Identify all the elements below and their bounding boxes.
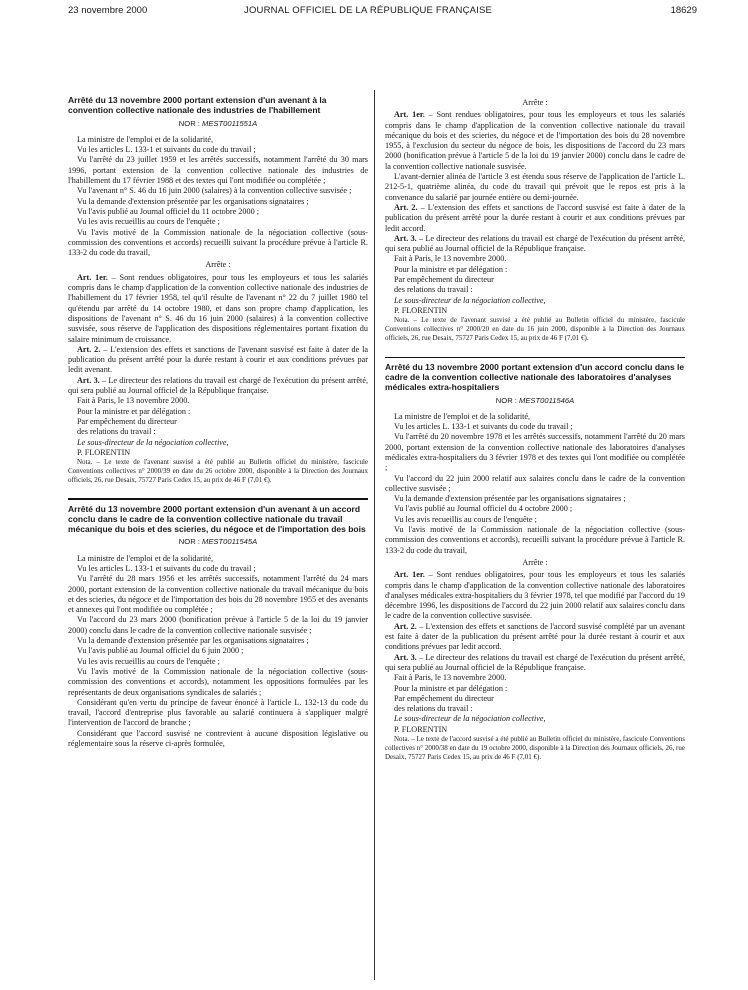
article-label: Art. 3. [77,375,100,385]
paragraph: Considérant qu'en vertu du principe de faveur énoncé à l'article L. 132-13 du code du travail, l'accord d'entreprise plus favorable au salarié continuera à s'appliquer malgré l'intervention de l'accord de branche ; [68,697,368,728]
article-label: Art. 1er. [77,272,108,282]
article1-nor [68,119,368,129]
article2-title: Arrêté du 13 novembre 2000 portant extension d'un avenant à un accord conclu dans le cadre de la convention collective nationale du travail mécanique du bois et des scieries, du négoce et de l'importation des bois [68,503,366,534]
right-column [385,96,685,761]
signature-block [385,684,685,735]
arrete-heading: Arrête : [205,260,231,270]
article-text: – Sont rendues obligatoires, pour tous les employeurs et tous les salariés compris dans le champ d'application de la convention collective nationale du travail mécanique du bois et des scieries, du négoce et de l'importation des bois du 28 novembre 1955, à l'exclusion du secteur du négoce de bois, les dispositions de l'accord du 23 mars 2000 (bonification prévue à l'article 5 de la loi du 19 janvier 2000) conclu dans le cadre de la convention collective nationale susvisée. [385,110,685,171]
header-page-number: 18629 [670,5,697,16]
paragraph: Vu l'avis publié au Journal officiel du 4 octobre 2000 ; [394,504,573,514]
signature-role: Le sous-directeur de la négociation collective, [394,714,546,724]
nor-code: MEST0011545A [202,537,258,547]
nota-note: Nota. – Le texte de l'avenant susvisé a été publié au Bulletin officiel du ministère, fascicule Conventions collectives n° 2000/20 en date du 16 juin 2000, disponible à la Direction des Journaux officiels, 26, rue Desaix, 75727 Paris Cedex 15, au prix de 46 F (7,01 €). [385,316,685,342]
signature-role: Le sous-directeur de la négociation collective, [394,295,546,305]
nota-note: Nota. – Le texte de l'avenant susvisé a été publié au Bulletin officiel du ministère, fascicule Conventions collectives n° 2000/39 en date du 26 octobre 2000, disponible à la Direction des Journaux officiels, 26, rue Desaix, 75727 Paris Cedex 15, au prix de 46 F (7,01 €). [68,458,368,484]
signature-line: Par empêchement du directeur [394,275,494,285]
section-rule [385,357,685,359]
signature-title [68,438,368,448]
article-text: – Le directeur des relations du travail est chargé de l'exécution du présent arrêté, qui sera publié au Journal officiel de la République française. [385,652,685,672]
signature-name: P. FLORENTIN [394,724,448,734]
nor-label: NOR : [495,395,517,405]
article-text: – Sont rendues obligatoires, pour tous les employeurs et tous les salariés compris dans le champ d'application de la convention collective nationale des industries de l'habillement du 17 février 1958, tel qu'il résulte de l'avenant n° 22 du 7 juillet 1980 tel qu'étendu par arrêté du 14 octobre 1980, et dans son propre champ d'application, les dispositions de l'avenant n° S. 46 du 16 juin 2000 (salaires) à la convention collective susvisée, sous réserve de l'application des dispositions réglementaires portant fixation du salaire minimum de croissance. [68,272,368,344]
article-1 [68,273,368,345]
article-label: Art. 3. [394,233,417,243]
paragraph: Vu l'arrêté du 28 mars 1956 et les arrêtés successifs, notamment l'arrêté du 24 mars 2000, portant extension de la convention collective nationale du travail mécanique du bois et des scieries, du négoce et de l'importation des bois du 28 novembre 1955 et des avenants et annexes qui l'ont modifiée ou complétée ; [68,574,368,615]
page-header [0,0,748,20]
nota-note: Nota. – Le texte de l'accord susvisé a été publié au Bulletin officiel du ministère, fascicule Conventions collectives n° 2000/38 en date du 19 octobre 2000, disponible à la Direction des Journaux officiels, 26, rue Desaix, 75727 Paris Cedex 15, au prix de 46 F (7,01 €). [385,735,685,761]
paragraph: Vu l'avis motivé de la Commission nationale de la négociation collective (sous-commission des conventions et accords) recueilli suivant la procédure prévue à l'article R. 133-2 du code du travail, [68,227,368,258]
article-label: Art. 1er. [394,110,425,120]
signature-title [385,296,685,306]
article-label: Art. 2. [394,202,418,212]
paragraph: Vu les articles L. 133-1 et suivants du code du travail ; [77,563,256,573]
column-divider [374,90,375,980]
article2-nor [68,537,368,547]
article-1 [385,110,685,172]
paragraph: Vu les articles L. 133-1 et suivants du code du travail ; [394,422,573,432]
paragraph: La ministre de l'emploi et de la solidarité, [77,134,214,144]
paragraph: Vu les avis recueillis au cours de l'enquête ; [394,514,537,524]
signature-line: Pour la ministre et par délégation : [77,406,191,416]
article-3 [385,234,685,255]
done-at: Fait à Paris, le 13 novembre 2000. [394,673,507,683]
done-at: Fait à Paris, le 13 novembre 2000. [394,254,507,264]
article-2 [68,345,368,376]
arrete-heading: Arrête : [522,98,548,107]
paragraph: Vu l'avis motivé de la Commission nationale de la négociation collective (sous-commission des conventions et accords), notamment les oppositions formulées par les représentants de deux organisations syndicales de salariés ; [68,666,368,697]
paragraph: Vu les avis recueillis au cours de l'enquête ; [77,217,220,227]
signature-block [68,407,368,458]
signature-line: Par empêchement du directeur [77,416,177,426]
left-column [68,96,368,749]
nor-code: MEST0011551A [202,118,258,128]
header-journal-title: JOURNAL OFFICIEL DE LA RÉPUBLIQUE FRANÇAISE [244,5,493,16]
article-2 [385,203,685,234]
paragraph: Vu l'avis publié au Journal officiel du 11 octobre 2000 ; [77,206,259,216]
article-text: – Le directeur des relations du travail est chargé de l'exécution du présent arrêté, qui sera publié au Journal officiel de la République française. [68,375,368,396]
signature-line: Par empêchement du directeur [394,693,494,703]
nor-code: MEST0011546A [519,395,575,405]
article-label: Art. 2. [394,621,417,631]
signature-name: P. FLORENTIN [77,447,131,457]
paragraph: Vu l'arrêté du 20 novembre 1978 et les arrêtés successifs, notamment l'arrêté du 20 mars 2000, portant extension de la convention collective nationale des laboratoires d'analyses médicales extra-hospitaliers du 3 février 1978 et des textes qui l'ont modifiée ou complétée ; [385,432,685,473]
article-3 [68,376,368,397]
signature-line: Pour la ministre et par délégation : [394,264,508,274]
paragraph: Considérant que l'accord susvisé ne contrevient à aucune disposition législative ou réglementaire sous la réserve ci-après formulée, [68,728,368,749]
arrete-heading: Arrête : [522,557,548,567]
signature-name: P. FLORENTIN [394,305,448,315]
article-text: – Sont rendues obligatoires, pour tous les employeurs et tous les salariés compris dans le champ d'application de la convention collective nationale des laboratoires d'analyses médicales extra-hospitaliers du 3 février 1978, tel que modifié par l'accord du 19 décembre 1996, les dispositions de l'accord du 22 juin 2000 relatif aux salaires conclu dans le cadre de la convention collective susvisée. [385,570,685,621]
article1-title: Arrêté du 13 novembre 2000 portant extension d'un avenant à la convention collective nationale des industries de l'habillement [68,95,327,115]
paragraph: L'avant-dernier alinéa de l'article 3 est étendu sous réserve de l'application de l'article L. 212-5-1, quatrième alinéa, du code du travail qui prévoit que le repos est pris à la convenance du salarié par journée entière ou demi-journée. [385,172,685,202]
article-1 [385,570,685,621]
signature-line: des relations du travail : [394,704,473,714]
header-date: 23 novembre 2000 [68,5,148,16]
signature-line: Pour la ministre et par délégation : [394,683,508,693]
paragraph: Vu l'accord du 23 mars 2000 (bonification prévue à l'article 5 de la loi du 19 janvier 2000) conclu dans le cadre de la convention collective nationale susvisée ; [68,615,368,635]
paragraph: Vu la demande d'extension présentée par les organisations signataires ; [394,494,626,504]
paragraph: Vu l'arrêté du 23 juillet 1959 et les arrêtés successifs, notamment l'arrêté du 30 mars 1996, portant extension de la convention collective nationale des industries de l'habillement du 17 février 1988 et des textes qui l'ont modifiée ou complétée ; [68,155,368,186]
article-2 [385,622,685,653]
paragraph: La ministre de l'emploi et de la solidarité, [77,553,214,563]
article-label: Art. 2. [77,344,101,354]
article3-nor [385,396,685,406]
nor-label: NOR : [178,118,200,128]
signature-line: des relations du travail : [394,285,473,295]
section-rule [68,498,368,500]
paragraph: Vu l'avenant n° S. 46 du 16 juin 2000 (salaires) à la convention collective susvisée ; [77,186,352,196]
article-text: – L'extension des effets et sanctions de l'accord susvisé est faite à dater de la publication du présent arrêté pour la durée restant à courir et aux conditions prévues par ledit accord. [385,202,685,233]
signature-block [385,265,685,316]
article3-title: Arrêté du 13 novembre 2000 portant extension d'un accord conclu dans le cadre de la convention collective nationale des laboratoires d'analyses médicales extra-hospitaliers [385,362,685,392]
article-3 [385,653,685,674]
paragraph: Vu les avis recueillis au cours de l'enquête ; [77,656,220,666]
article-label: Art. 3. [394,652,417,662]
article-text: – Le directeur des relations du travail est chargé de l'exécution du présent arrêté, qui sera publié au Journal officiel de la République française. [385,233,685,254]
paragraph: Vu l'accord du 22 juin 2000 relatif aux salaires conclu dans le cadre de la convention collective susvisée ; [385,473,685,493]
signature-line: des relations du travail : [77,427,156,437]
article-text: – L'extension des effets et sanctions de l'avenant susvisé est faite à dater de la publication du présent arrêté pour la durée restant à courir et aux conditions prévues par ledit avenant. [68,344,369,375]
signature-role: Le sous-directeur de la négociation collective, [77,437,229,447]
article-text: – L'extension des effets et sanctions de l'accord susvisé complété par un avenant est faite à dater de la publication du présent arrêté pour la durée restant à courir et aux conditions prévues par ledit accord. [385,621,685,652]
paragraph: Vu la demande d'extension présentée par les organisations signataires ; [77,196,309,206]
nor-label: NOR : [178,537,200,547]
paragraph: Vu les articles L. 133-1 et suivants du code du travail ; [77,145,256,155]
paragraph: Vu l'avis motivé de la Commission nationale de la négociation collective (sous-commission des conventions et accords), recueilli suivant la procédure prévue à l'article R. 133-2 du code du travail, [385,525,685,555]
paragraph: Vu l'avis publié au Journal officiel du 6 juin 2000 ; [77,646,244,656]
signature-title [385,714,685,724]
article-label: Art. 1er. [394,570,425,580]
paragraph: La ministre de l'emploi et de la solidarité, [394,411,531,421]
paragraph: Vu la demande d'extension présentée par les organisations signataires ; [77,636,309,646]
done-at: Fait à Paris, le 13 novembre 2000. [77,396,190,406]
